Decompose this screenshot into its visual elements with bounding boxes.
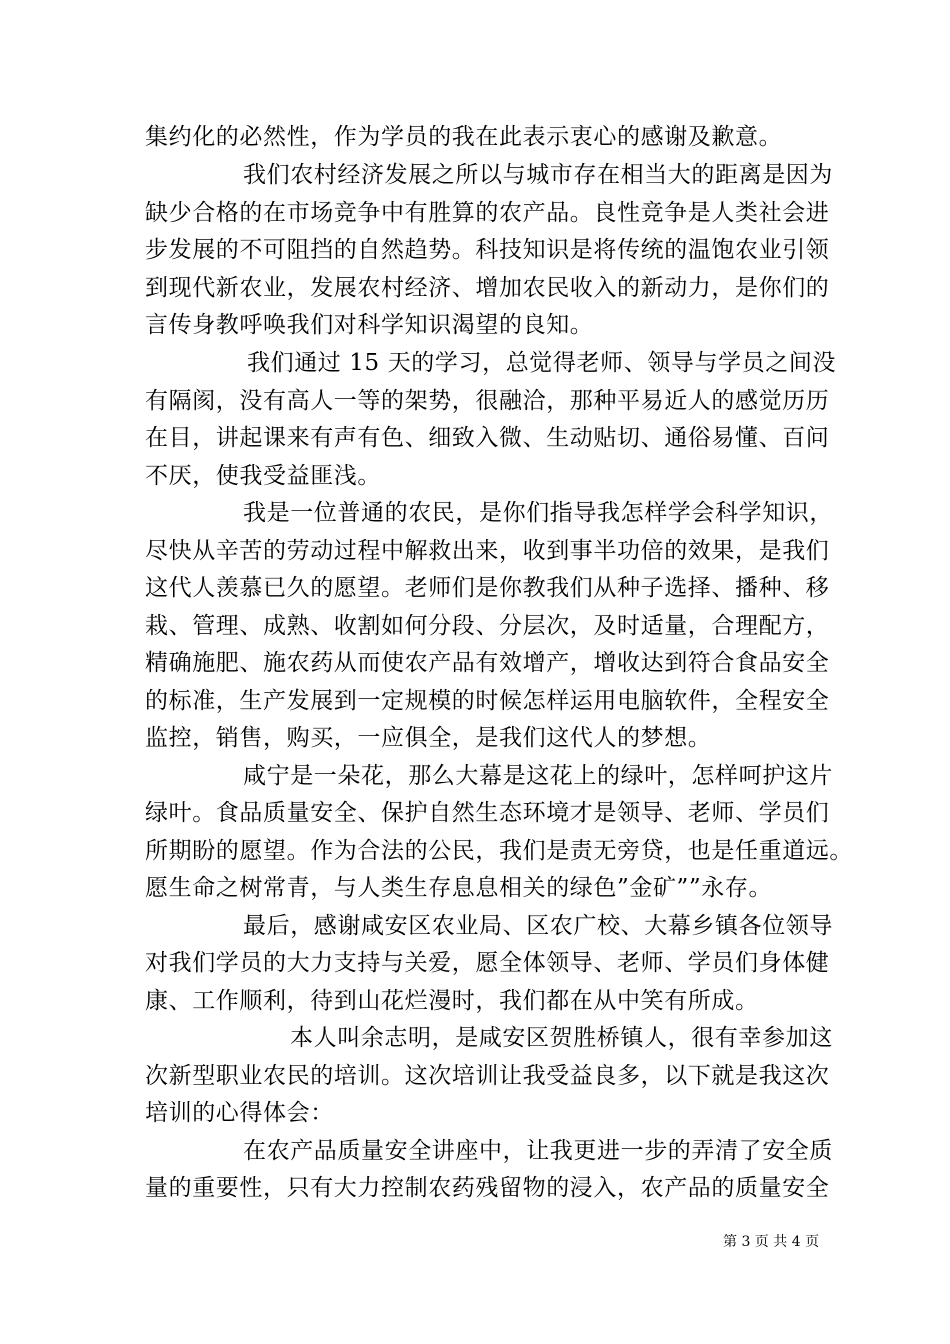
text-line: 不厌，使我受益匪浅。 — [145, 463, 381, 489]
text-line: 步发展的不可阻挡的自然趋势。科技知识是将传统的温饱农业引领 — [145, 237, 830, 263]
text-line: 在目，讲起课来有声有色、细致入微、生动贴切、通俗易懂、百问 — [145, 425, 830, 451]
text-line: 集约化的必然性，作为学员的我在此表示衷心的感谢及歉意。 — [145, 124, 783, 150]
text-line: 栽、管理、成熟、收割如何分段、分层次，及时适量，合理配方， — [145, 613, 830, 639]
text-line: 次新型职业农民的培训。这次培训让我受益良多，以下就是我这次 — [145, 1063, 830, 1089]
text-line: 到现代新农业，发展农村经济、增加农民收入的新动力，是你们的 — [145, 275, 830, 301]
text-line: 培训的心得体会： — [145, 1100, 334, 1126]
paragraph-first-line: 本人叫余志明，是咸安区贺胜桥镇人，很有幸参加这 — [290, 1025, 833, 1051]
text-line: 对我们学员的大力支持与关爱，愿全体领导、老师、学员们身体健 — [145, 950, 830, 976]
paragraph-first-line: 在农产品质量安全讲座中，让我更进一步的弄清了安全质 — [243, 1138, 833, 1164]
text-line: 缺少合格的在市场竞争中有胜算的农产品。良性竞争是人类社会进 — [145, 200, 830, 226]
paragraph-first-line: 咸宁是一朵花，那么大幕是这花上的绿叶，怎样呵护这片 — [243, 763, 833, 789]
paragraph-first-line: 我们农村经济发展之所以与城市存在相当大的距离是因为 — [243, 162, 833, 188]
page-number: 第 3 页 共 4 页 — [723, 1234, 820, 1250]
text-line: 绿叶。食品质量安全、保护自然生态环境才是领导、老师、学员们 — [145, 800, 830, 826]
text-line: 愿生命之树常青，与人类生存息息相关的绿色”金矿””永存。 — [145, 875, 773, 901]
paragraph-first-line: 最后，感谢咸安区农业局、区农广校、大幕乡镇各位领导 — [243, 913, 833, 939]
text-line: 的标准，生产发展到一定规模的时候怎样运用电脑软件，全程安全 — [145, 688, 830, 714]
paragraph-first-line: 我是一位普通的农民，是你们指导我怎样学会科学知识， — [243, 500, 833, 526]
text-line: 言传身教呼唤我们对科学知识渴望的良知。 — [145, 312, 594, 338]
text-line: 有隔阂，没有高人一等的架势，很融洽，那种平易近人的感觉历历 — [145, 388, 830, 414]
text-line: 康、工作顺利，待到山花烂漫时，我们都在从中笑有所成。 — [145, 988, 759, 1014]
text-line: 精确施肥、施农药从而使农产品有效增产，增收达到符合食品安全 — [145, 650, 830, 676]
text-line: 所期盼的愿望。作为合法的公民，我们是责无旁贷，也是任重道远。 — [145, 838, 853, 864]
text-line: 量的重要性，只有大力控制农药残留物的浸入，农产品的质量安全 — [145, 1175, 830, 1201]
text-line: 尽快从辛苦的劳动过程中解救出来，收到事半功倍的效果，是我们 — [145, 538, 830, 564]
text-line: 监控，销售，购买，一应俱全，是我们这代人的梦想。 — [145, 725, 712, 751]
paragraph-first-line: 我们通过 15 天的学习，总觉得老师、领导与学员之间没 — [247, 350, 837, 376]
text-line: 这代人羡慕已久的愿望。老师们是你教我们从种子选择、播种、移 — [145, 575, 830, 601]
